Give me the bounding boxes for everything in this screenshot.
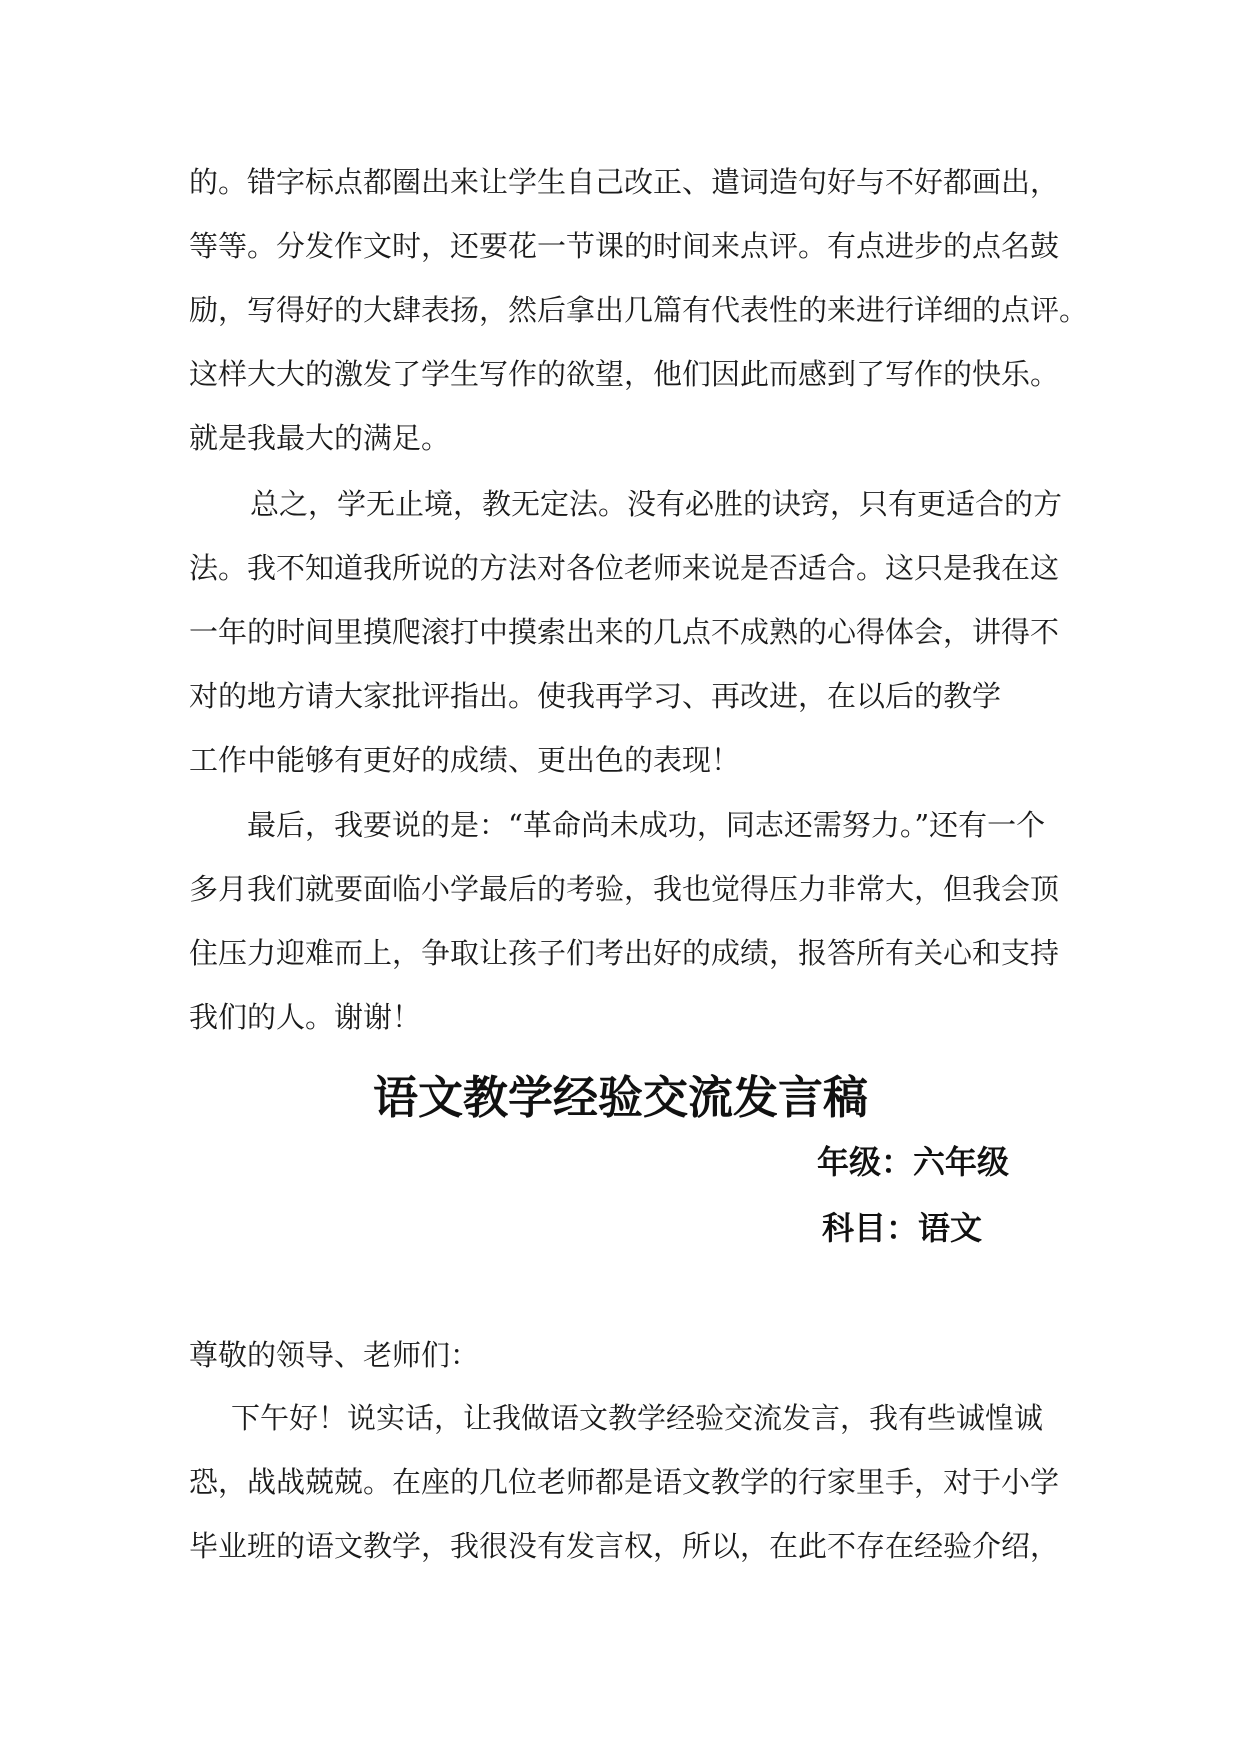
body-line: 多月我们就要面临小学最后的考验，我也觉得压力非常大，但我会顶 (189, 872, 1060, 906)
body-line: 住压力迎难而上，争取让孩子们考出好的成绩，报答所有关心和支持 (189, 936, 1060, 970)
body-line: 总之，学无止境，教无定法。没有必胜的诀窍，只有更适合的方 (250, 487, 1063, 521)
body-line: 我们的人。谢谢！ (189, 1000, 422, 1034)
body-line: 这样大大的激发了学生写作的欲望，他们因此而感到了写作的快乐。 (189, 357, 1060, 391)
document-title: 语文教学经验交流发言稿 (372, 1071, 868, 1124)
body-line: 恐，战战兢兢。在座的几位老师都是语文教学的行家里手，对于小学 (189, 1465, 1060, 1499)
grade-label: 年级：六年级 (817, 1143, 1010, 1181)
body-line: 就是我最大的满足。 (189, 421, 451, 455)
body-line: 等等。分发作文时，还要花一节课的时间来点评。有点进步的点名鼓 (189, 229, 1060, 263)
body-line: 一年的时间里摸爬滚打中摸索出来的几点不成熟的心得体会，讲得不 (189, 615, 1060, 649)
body-line: 毕业班的语文教学，我很没有发言权，所以，在此不存在经验介绍， (189, 1529, 1060, 1563)
body-line: 励，写得好的大肆表扬，然后拿出几篇有代表性的来进行详细的点评。 (189, 293, 1089, 327)
subject-label: 科目：语文 (822, 1209, 983, 1247)
body-line: 的。错字标点都圈出来让学生自己改正、遣词造句好与不好都画出， (189, 165, 1060, 199)
body-line: 对的地方请大家批评指出。使我再学习、再改进，在以后的教学 (189, 679, 1002, 713)
body-line: 工作中能够有更好的成绩、更出色的表现！ (189, 743, 741, 777)
body-line: 法。我不知道我所说的方法对各位老师来说是否适合。这只是我在这 (189, 551, 1060, 585)
salutation: 尊敬的领导、老师们： (189, 1338, 480, 1372)
body-line: 下午好！说实话，让我做语文教学经验交流发言，我有些诚惶诚 (231, 1401, 1044, 1435)
body-line: 最后，我要说的是：“革命尚未成功，同志还需努力。”还有一个 (247, 808, 1046, 842)
